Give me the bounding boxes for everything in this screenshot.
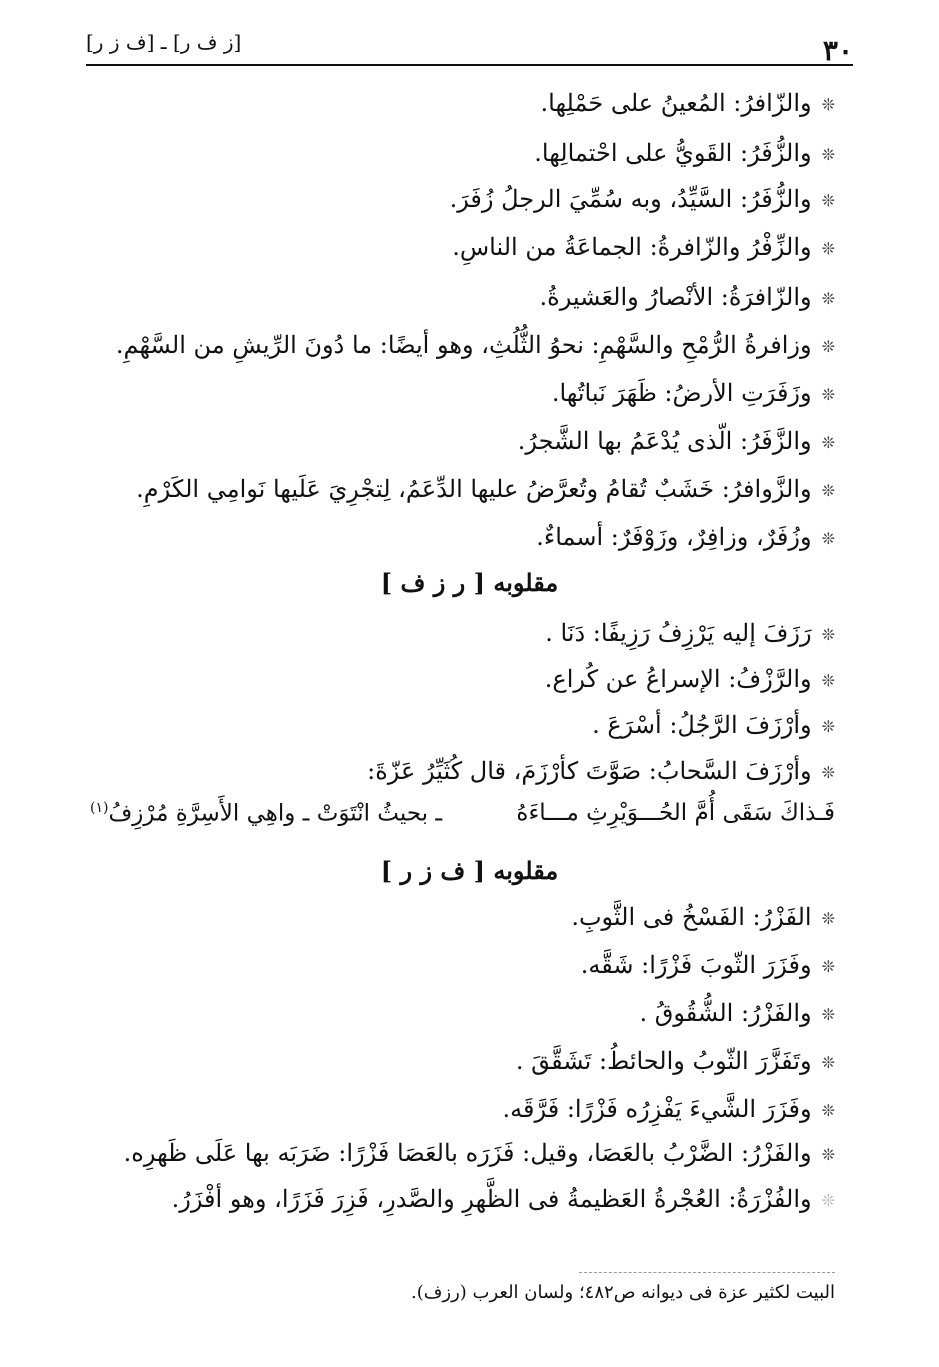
verse-hemistich-second: ـ بحيثُ انْتَوَتْ ـ واهِي الأَسِرَّةِ مُرْزِفُ$^{(١)}$ [90,800,443,827]
asterisk-flower-icon: ❊ [821,1100,835,1120]
page-header [86,24,853,66]
entry-line: ❊الفَزْرُ: الفَسْخُ فى الثَّوبِ. [80,900,835,936]
entry-line: ❊والزَّفَرُ: الّذى يُدْعَمُ بها الشَّجرُ. [80,424,835,460]
footnote: البيت لكثير عزة فى ديوانه ص٤٨٢؛ ولسان العرب (رزف). [410,1282,835,1303]
asterisk-flower-icon: ❊ [821,908,835,928]
entry-line: ❊والفُزْرَةُ: العُجْرةُ العَظيمةُ فى الظَّهرِ والصَّدرِ، فَزِرَ فَزَرًا، وهو أفْزَرُ. [80,1182,835,1218]
asterisk-flower-icon: ❊ [821,716,835,736]
entry-line: ❊والزَّوافرُ: خَشَبٌ تُقامُ وتُعرَّضُ عليها الدِّعَمُ، لِتجْرِيَ عَلَيها نَوامِي الكَرْمِ. [80,472,835,508]
entry-line: ❊رَزَفَ إليه يَرْزِفُ رَزِيفًا: دَنَا . [80,616,835,652]
footnote-rule [579,1272,835,1273]
asterisk-flower-icon: ❊ [821,670,835,690]
section-heading: مقلوبه [ ف ز ر ] [380,856,559,885]
asterisk-flower-icon: ❊ [821,956,835,976]
header-rule [86,64,853,66]
entry-line: ❊وتَفَزَّرَ الثّوبُ والحائطُ: تَشَقَّقَ . [80,1044,835,1080]
poem-verse [90,800,835,836]
entry-line: ❊والزّافرُ: المُعينُ على حَمْلِها. [80,86,835,122]
page-number: ٣٠ [822,34,853,67]
asterisk-flower-icon: ❊ [821,144,835,164]
asterisk-flower-icon: ❊ [821,336,835,356]
entry-line: ❊وأرْزَفَ الرَّجُلُ: أسْرَعَ . [80,708,835,744]
asterisk-flower-icon: ❊ [821,190,835,210]
entry-line: ❊والزّافرَةُ: الأنْصارُ والعَشيرةُ. [80,280,835,316]
asterisk-flower-icon: ❊ [821,480,835,500]
verse-hemistich-first: فَـذاكَ سَقَى أُمَّ الحُـــوَيْرِثِ مـــاءَهُ [516,800,835,826]
entry-line: ❊والفَزْرُ: الشُّقُوقُ . [80,996,835,1032]
asterisk-flower-icon: ❊ [821,624,835,644]
entry-line: ❊والزِّفْرُ والزّافرةُ: الجماعَةُ من الناسِ. [80,230,835,266]
section-heading: مقلوبه [ ر ز ف ] [380,568,559,597]
entry-line: ❊والرَّزْفُ: الإسراعُ عن كُراع. [80,662,835,698]
entry-line: ❊والزُّفَرُ: السَّيِّدُ، وبه سُمِّيَ الرجلُ زُفَرَ. [80,182,835,218]
asterisk-flower-icon: ❊ [821,94,835,114]
asterisk-flower-icon: ❊ [821,1190,835,1210]
asterisk-flower-icon: ❊ [821,528,835,548]
entry-line: ❊والفَزْرُ: الضَّرْبُ بالعَصَا، وقيل: فَزَرَه بالعَصَا فَزْرًا: ضَرَبَه بها عَلَى ظَهرِه. [80,1136,835,1172]
entry-line: ❊وزافرةُ الرُّمْحِ والسَّهْمِ: نحوُ الثُّلُثِ، وهو أيضًا: ما دُونَ الرِّيشِ من السَّهْمِ. [80,328,835,364]
asterisk-flower-icon: ❊ [821,762,835,782]
asterisk-flower-icon: ❊ [821,1144,835,1164]
entry-line: ❊وزَفَرَتِ الأرضُ: ظَهَرَ نَباتُها. [80,376,835,412]
asterisk-flower-icon: ❊ [821,432,835,452]
asterisk-flower-icon: ❊ [821,384,835,404]
asterisk-flower-icon: ❊ [821,288,835,308]
entry-line: ❊وفَزَرَ الثّوبَ فَزْرًا: شَقَّه. [80,948,835,984]
entry-line: ❊والزُّفَرُ: القَويُّ على احْتمالِها. [80,136,835,172]
asterisk-flower-icon: ❊ [821,1052,835,1072]
entry-line: ❊وأرْزَفَ السَّحابُ: صَوَّتَ كأرْزَمَ، قال كُثَيِّرُ عَزّةَ: [80,754,835,790]
entry-line: ❊وفَزَرَ الشَّيءَ يَفْزِرُه فَزْرًا: فَرَّقَه. [80,1092,835,1128]
running-head: [ز ف ر] ـ [ف ز ر] [86,30,242,54]
asterisk-flower-icon: ❊ [821,1004,835,1024]
entry-line: ❊وزُفَرٌ، وزافِرٌ، وزَوْفَرٌ: أسماءٌ. [80,520,835,556]
asterisk-flower-icon: ❊ [821,238,835,258]
footnote-reference: (١) [90,800,109,816]
